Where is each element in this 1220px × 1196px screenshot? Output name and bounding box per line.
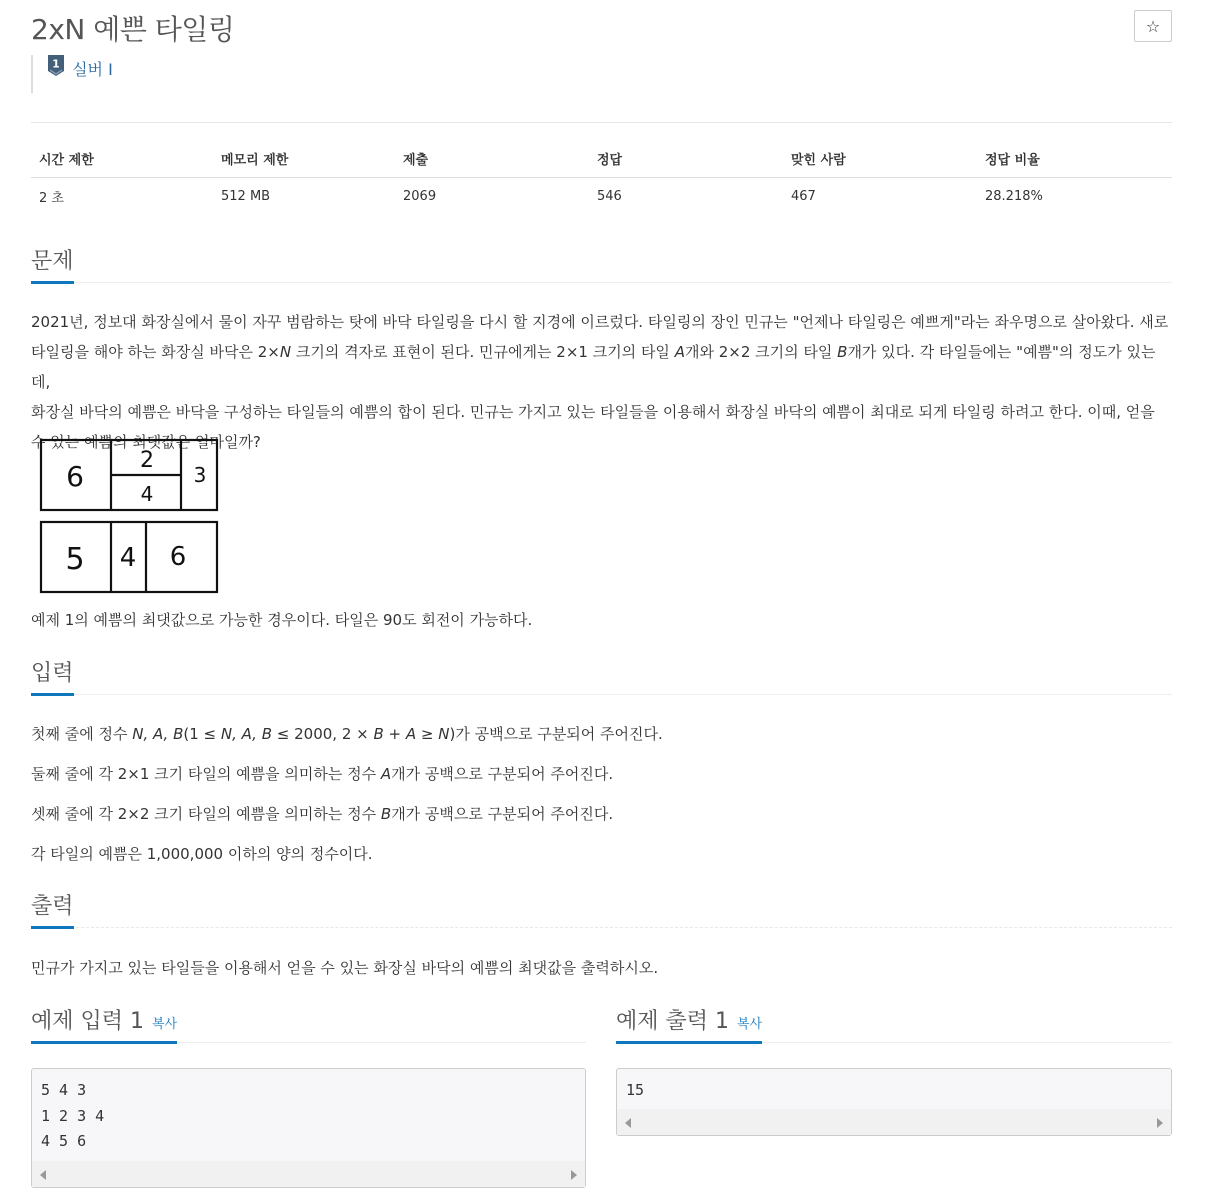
input-section-header	[31, 654, 1172, 695]
tier-label[interactable]: 실버 I	[72, 60, 113, 79]
problem-section-title: 문제	[31, 244, 74, 284]
horizontal-scrollbar[interactable]	[32, 1161, 585, 1187]
example-input-line: 1 2 3 4	[41, 1106, 105, 1125]
example-output-box[interactable]	[616, 1068, 1172, 1136]
accepted-value: 546	[597, 188, 622, 204]
example-output-line: 15	[626, 1081, 645, 1099]
example-input-box[interactable]	[31, 1068, 586, 1188]
input-section-title: 입력	[31, 656, 74, 696]
problem-section-header	[31, 242, 1172, 283]
header-accepted: 정답	[589, 140, 783, 178]
description-line: 화장실 바닥의 예쁨은 바닥을 구성하는 타일들의 예쁨의 합이 된다. 민규는 가지고 있는 타일들을 이용해서 화장실 바닥의 예쁨이 최대로 되게 타일링 하려고 한다. 이때, 얻을	[31, 403, 1155, 421]
output-section-header	[31, 887, 1172, 928]
example-input-line: 4 5 6	[41, 1132, 87, 1150]
description-line: 수 있는 예쁨의 최댓값은 얼마일까?	[31, 433, 261, 451]
example-input-line: 5 4 3	[41, 1081, 87, 1099]
input-line: 각 타일의 예쁨은 1,000,000 이하의 양의 정수이다.	[31, 845, 373, 863]
problem-title: 2xN 예쁜 타일링	[31, 13, 235, 46]
table-row	[31, 178, 1172, 215]
tier-icon	[48, 55, 64, 77]
input-line: 둘째 줄에 각 2×1 크기 타일의 예쁨을 의미하는 정수 A개가 공백으로 구분되어 주어진다.	[31, 765, 614, 783]
star-button[interactable]: ☆	[1134, 10, 1172, 42]
tile-value: 5	[65, 542, 85, 577]
copy-input-button[interactable]: 복사	[152, 1017, 178, 1032]
submissions-value[interactable]: 2069	[403, 188, 437, 204]
scroll-left-icon[interactable]	[625, 1118, 631, 1128]
time-limit-value: 2 초	[39, 190, 64, 206]
description-line: 2021년, 정보대 화장실에서 물이 자꾸 범람하는 탓에 바닥 타일링을 다시 할 지경에 이르렀다. 타일링의 장인 민규는 "언제나 타일링은 예쁘게"라는 좌우명으로 살아왔다. 새로	[31, 313, 1169, 331]
tile-value: 2	[140, 448, 154, 473]
header-accept-ratio: 정답 비율	[977, 140, 1172, 178]
accept-ratio-value: 28.218%	[985, 188, 1043, 204]
divider	[31, 122, 1172, 123]
tiling-example-figure	[39, 438, 219, 595]
header-solvers: 맞힌 사람	[783, 140, 977, 178]
problem-description	[31, 307, 1172, 457]
example-output-title: 예제 출력 1	[616, 1009, 729, 1034]
header-time-limit: 시간 제한	[31, 140, 213, 178]
scroll-left-icon[interactable]	[40, 1170, 46, 1180]
tile-value: 4	[119, 543, 137, 573]
svg-text:1: 1	[52, 57, 60, 70]
tile-value: 6	[169, 542, 187, 572]
input-line: 셋째 줄에 각 2×2 크기 타일의 예쁨을 의미하는 정수 B개가 공백으로 구분되어 주어진다.	[31, 805, 614, 823]
figure-caption: 예제 1의 예쁨의 최댓값으로 가능한 경우이다. 타일은 90도 회전이 가능하다.	[31, 611, 533, 629]
problem-info-table	[31, 140, 1172, 214]
input-line: 첫째 줄에 정수 N, A, B(1 ≤ N, A, B ≤ 2000, 2 × B + A ≥ N)가 공백으로 구분되어 주어진다.	[31, 725, 663, 743]
tile-value: 6	[66, 460, 84, 493]
output-section-title: 출력	[31, 889, 74, 929]
solvers-value[interactable]: 467	[791, 188, 816, 204]
header-submissions: 제출	[395, 140, 589, 178]
copy-output-button[interactable]: 복사	[737, 1017, 763, 1032]
scroll-right-icon[interactable]	[571, 1170, 577, 1180]
header-memory-limit: 메모리 제한	[213, 140, 395, 178]
memory-limit-value: 512 MB	[221, 188, 271, 204]
tile-value: 3	[193, 463, 207, 487]
output-description: 민규가 가지고 있는 타일들을 이용해서 얻을 수 있는 화장실 바닥의 예쁨의 최댓값을 출력하시오.	[31, 959, 659, 977]
example-input-header	[31, 996, 586, 1043]
tile-value: 4	[140, 482, 154, 506]
example-input-title: 예제 입력 1	[31, 1009, 144, 1034]
example-output-header	[616, 996, 1172, 1043]
table-header-row	[31, 140, 1172, 178]
tier-badge[interactable]	[31, 55, 113, 93]
scroll-right-icon[interactable]	[1157, 1118, 1163, 1128]
description-line: 타일링을 해야 하는 화장실 바닥은 2×N 크기의 격자로 표현이 된다. 민규에게는 2×1 크기의 타일 A개와 2×2 크기의 타일 B개가 있다. 각 타일들에는 "예쁨"의 정도가 있는데,	[31, 343, 1156, 391]
horizontal-scrollbar[interactable]	[617, 1109, 1171, 1135]
